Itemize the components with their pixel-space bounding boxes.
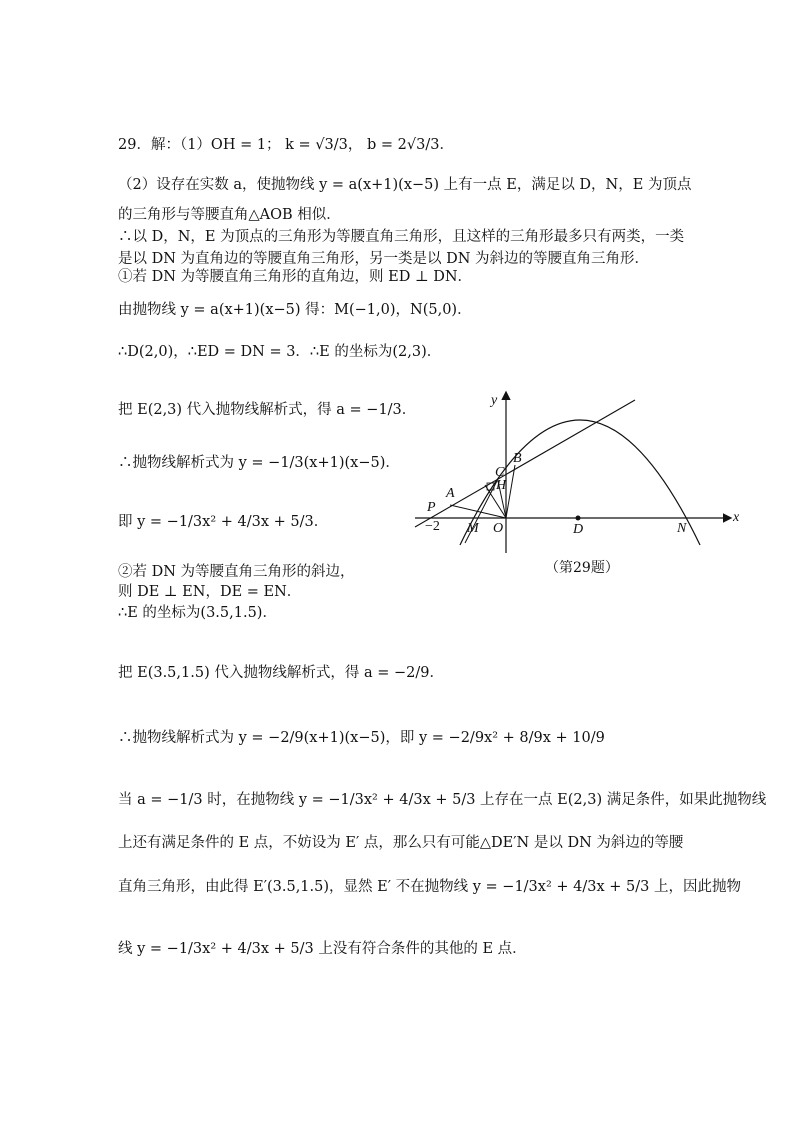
answer-line-2 [118,178,691,193]
line-2-text: （2）设存在实数 a，使抛物线 y = a(x+1)(x−5) 上有一点 E，满足以 D，N，E 为顶点 [118,177,692,193]
answer-line-9 [118,403,416,418]
label-a: A [446,486,455,501]
label-m: M [467,521,479,536]
label-x: x [733,510,740,525]
label-c: C [495,465,505,480]
label-p: P [427,500,436,515]
line-1-text: 29．解：（1）OH = 1； k = √3/3， b = 2√3/3． [118,137,454,153]
line-13-text: 则 DE ⊥ EN，DE = EN． [118,584,302,600]
line-8-text: ∴D(2,0)，∴ED = DN = 3．∴E 的坐标为(2,3)． [118,344,442,360]
answer-line-17 [118,793,766,808]
answer-line-5 [118,252,649,267]
answer-line-8 [118,345,441,360]
answer-line-20 [118,942,527,957]
label-b: B [513,451,522,466]
line-ao [450,505,506,518]
geometry-figure [405,385,745,589]
answer-line-1 [118,138,454,153]
line-4-text: ∴以 D，N，E 为顶点的三角形为等腰直角三角形，且这样的三角形最多只有两类，一类 [118,229,685,245]
label-o: O [493,521,504,536]
label-y: y [491,393,498,408]
answer-line-12 [118,565,355,580]
figure-svg [405,385,745,585]
line-12-text: ②若 DN 为等腰直角三角形的斜边， [118,564,355,580]
answer-line-14 [118,606,277,621]
line-11-text: 即 y = −1/3x² + 4/3x + 5/3． [118,514,329,530]
label-h: H [496,478,507,493]
answer-line-13 [118,585,301,600]
line-17-text: 当 a = −1/3 时，在抛物线 y = −1/3x² + 4/3x + 5/3 上存在一点 E(2,3) 满足条件，如果此抛物线 [118,792,767,808]
line-20-text: 线 y = −1/3x² + 4/3x + 5/3 上没有符合条件的其他的 E 点． [118,941,527,957]
line-6-text: ①若 DN 为等腰直角三角形的直角边，则 ED ⊥ DN． [118,269,473,285]
answer-line-3 [118,208,341,223]
point-d [576,516,581,521]
line-9-text: 把 E(2,3) 代入抛物线解析式，得 a = −1/3． [118,402,417,418]
line-ob [506,465,515,518]
line-ab [415,400,635,527]
answer-line-11 [118,515,328,530]
answer-line-10 [118,456,400,471]
answer-line-6 [118,270,472,285]
answer-line-19 [118,880,741,895]
label-neg2: −2 [425,519,440,534]
line-15-text: 把 E(3.5,1.5) 代入抛物线解析式，得 a = −2/9． [118,665,444,681]
answer-line-7 [118,303,472,318]
answer-line-16 [118,731,605,746]
label-n: N [677,521,687,536]
answer-line-15 [118,666,444,681]
line-19-text: 直角三角形，由此得 E′(3.5,1.5)，显然 E′ 不在抛物线 y = −1/3x² + 4/3x + 5/3 上，因此抛物 [118,879,741,895]
line-5-text: 是以 DN 为直角边的等腰直角三角形，另一类是以 DN 为斜边的等腰直角三角形． [118,251,650,267]
answer-line-18 [118,836,683,851]
line-3-text: 的三角形与等腰直角△AOB 相似． [118,207,341,223]
line-7-text: 由抛物线 y = a(x+1)(x−5) 得：M(−1,0)，N(5,0)． [118,302,472,318]
line-14-text: ∴E 的坐标为(3.5,1.5)． [118,605,277,621]
answer-line-4 [118,230,684,245]
figure-caption: （第29题） [545,560,619,576]
line-16-text: ∴抛物线解析式为 y = −2/9(x+1)(x−5)，即 y = −2/9x² + 8/9x + 10/9 [118,730,605,746]
label-d: D [573,522,584,537]
line-18-text: 上还有满足条件的 E 点，不妨设为 E′ 点，那么只有可能△DE′N 是以 DN 为斜边的等腰 [118,835,684,851]
line-10-text: ∴抛物线解析式为 y = −1/3(x+1)(x−5)． [118,455,400,471]
